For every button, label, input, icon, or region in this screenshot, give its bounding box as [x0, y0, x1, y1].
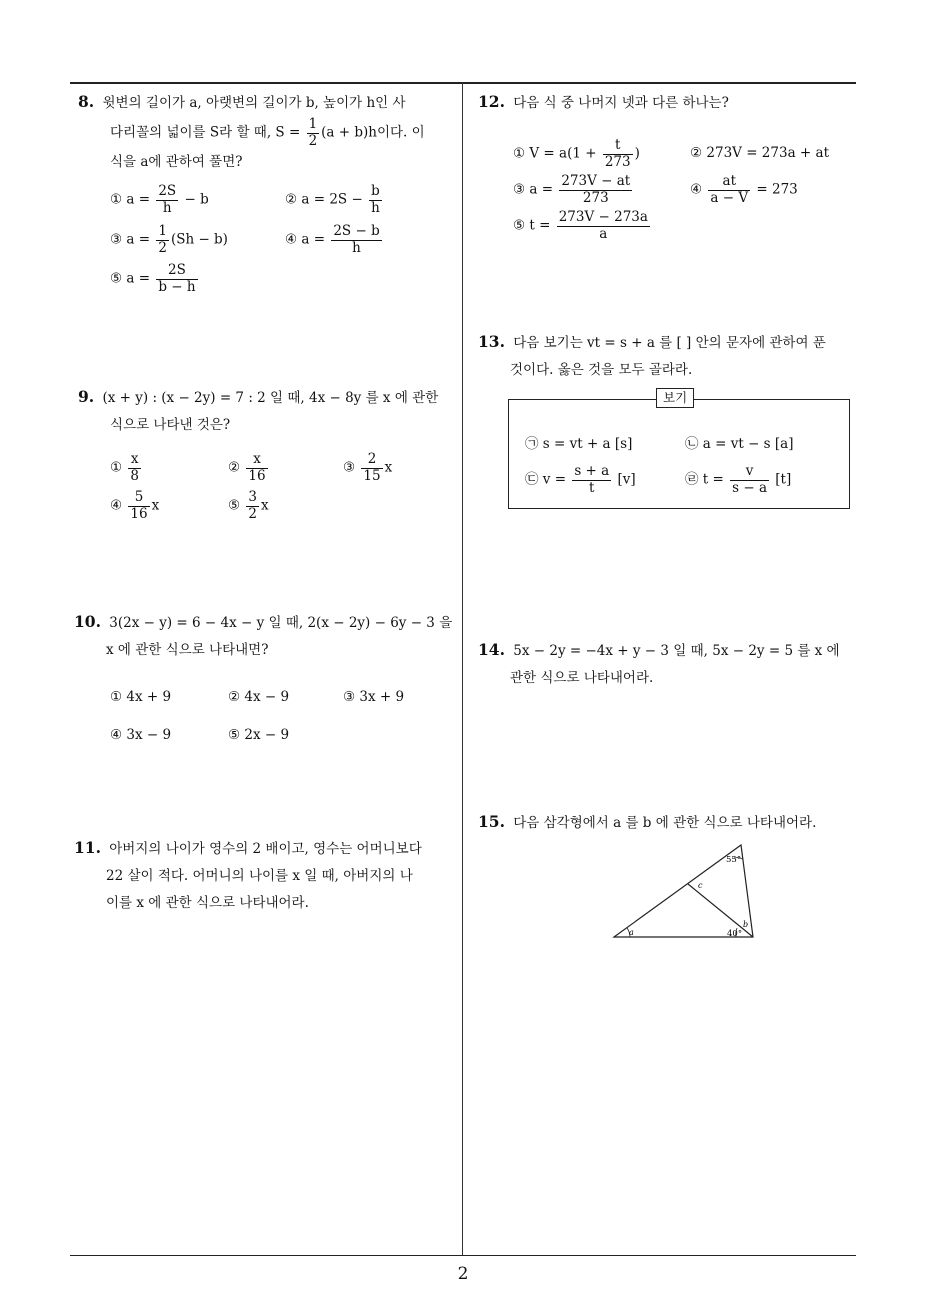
angle-label-55: 55°: [726, 855, 742, 865]
question-text: 다음 삼각형에서 a 를 b 에 관한 식으로 나타내어라.: [513, 815, 817, 831]
choice-2[interactable]: ② 273V = 273a + at: [690, 145, 829, 161]
question-text: (x + y) : (x − 2y) = 7 : 2 일 때, 4x − 8y 를 x 에 관한: [102, 390, 439, 406]
question-12: [478, 88, 858, 117]
choice-1[interactable]: ① $\frac{x}{8}$: [110, 451, 139, 484]
bogi-box: [508, 390, 850, 509]
question-15: [478, 808, 862, 837]
choice-3[interactable]: ③ $\frac{2}{15}$ x: [343, 451, 393, 484]
choice-1[interactable]: ① a = $\frac{2S}{h}$ − b: [110, 183, 209, 216]
top-rule: [70, 82, 856, 84]
choice-2[interactable]: ② a = 2S − $\frac{b}{h}$: [285, 183, 380, 216]
question-text: (a + b)h이다. 이: [321, 124, 425, 141]
question-10: [74, 608, 458, 664]
question-text: 아버지의 나이가 영수의 2 배이고, 영수는 어머니보다: [109, 841, 422, 857]
question-text: 식으로 나타낸 것은?: [110, 417, 231, 433]
choice-2[interactable]: ② 4x − 9: [228, 689, 290, 705]
question-text: 다음 식 중 나머지 넷과 다른 하나는?: [513, 95, 729, 111]
question-number: 14.: [478, 640, 505, 659]
question-text: 다리꼴의 넓이를 S라 할 때, S =: [110, 124, 305, 141]
question-number: 9.: [78, 387, 95, 406]
question-number: 10.: [74, 612, 101, 631]
choice-5[interactable]: ⑤ a = $\frac{2S}{b - h}$: [110, 262, 196, 295]
question-text: 관한 식으로 나타내어라.: [510, 670, 654, 686]
page-number: 2: [457, 1264, 469, 1284]
bogi-item-4[interactable]: ㉣ t = $\frac{v}{s - a}$ [t]: [685, 463, 792, 496]
question-text: 식을 a에 관하여 풀면?: [110, 154, 243, 171]
inner-segment: [688, 884, 753, 937]
question-14: [478, 636, 862, 692]
angle-label-b: b: [743, 920, 749, 929]
question-text: 3(2x − y) = 6 − 4x − y 일 때, 2(x − 2y) − 6y − 3 을: [109, 615, 453, 631]
question-13: [478, 328, 858, 384]
question-11: [74, 834, 458, 917]
choice-5[interactable]: ⑤ 2x − 9: [228, 727, 290, 743]
angle-label-a: a: [629, 928, 634, 937]
bogi-item-1[interactable]: ㉠ s = vt + a [s]: [525, 436, 633, 452]
bogi-title: 보기: [656, 388, 694, 408]
choice-3[interactable]: ③ a = $\frac{1}{2}$ (Sh − b): [110, 223, 228, 256]
question-text: 다음 보기는 vt = s + a 를 [ ] 안의 문자에 관하여 푼: [513, 335, 826, 351]
choice-4[interactable]: ④ $\frac{at}{a - V}$ = 273: [690, 173, 798, 206]
choice-1[interactable]: ① V = a(1 + $\frac{t}{273}$ ): [513, 137, 640, 170]
question-number: 11.: [74, 838, 101, 857]
question-text: 5x − 2y = −4x + y − 3 일 때, 5x − 2y = 5 를 x 에: [513, 643, 840, 659]
question-number: 13.: [478, 332, 505, 351]
choice-4[interactable]: ④ $\frac{5}{16}$ x: [110, 489, 160, 522]
fraction: $\frac{1}{2}$: [308, 116, 318, 149]
question-text: 22 살이 적다. 어머니의 나이를 x 일 때, 아버지의 나: [106, 868, 413, 884]
question-number: 8.: [78, 92, 95, 111]
bogi-item-2[interactable]: ㉡ a = vt − s [a]: [685, 436, 794, 452]
choice-5[interactable]: ⑤ t = $\frac{273V - 273a}{a}$: [513, 209, 648, 242]
question-text: 이를 x 에 관한 식으로 나타내어라.: [106, 895, 309, 911]
choice-4[interactable]: ④ a = $\frac{2S - b}{h}$: [285, 223, 380, 256]
choice-5[interactable]: ⑤ $\frac{3}{2}$ x: [228, 489, 269, 522]
question-text: 윗변의 길이가 a, 아랫변의 길이가 b, 높이가 h인 사: [102, 95, 406, 111]
bottom-rule: [70, 1255, 856, 1256]
choice-3[interactable]: ③ 3x + 9: [343, 689, 405, 705]
question-number: 12.: [478, 92, 505, 111]
question-9: [78, 383, 458, 439]
question-text: 것이다. 옳은 것을 모두 골라라.: [510, 362, 693, 378]
question-text: x 에 관한 식으로 나타내면?: [106, 642, 269, 658]
angle-label-40: 40°: [727, 929, 743, 939]
question-number: 15.: [478, 812, 505, 831]
angle-label-c: c: [698, 881, 703, 890]
choice-2[interactable]: ② $\frac{x}{16}$: [228, 451, 266, 484]
choice-4[interactable]: ④ 3x − 9: [110, 727, 172, 743]
choice-3[interactable]: ③ a = $\frac{273V - at}{273}$: [513, 173, 631, 206]
bogi-item-3[interactable]: ㉢ v = $\frac{s + a}{t}$ [v]: [525, 463, 636, 496]
choice-1[interactable]: ① 4x + 9: [110, 689, 172, 705]
question-8: [78, 88, 458, 176]
column-divider: [462, 82, 463, 1255]
triangle-diagram: [610, 840, 760, 944]
